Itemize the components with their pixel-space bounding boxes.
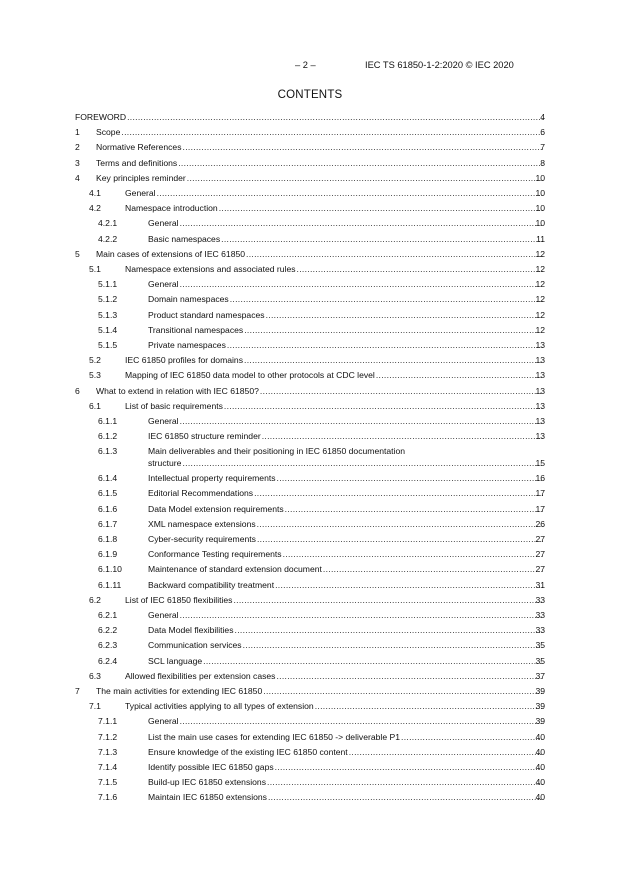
toc-entry-number: 5	[75, 248, 80, 259]
toc-entry-number: 5.1.4	[98, 324, 118, 335]
dot-leader	[254, 488, 543, 498]
dot-leader	[260, 386, 543, 396]
toc-entry[interactable]	[0, 640, 620, 653]
dot-leader	[157, 188, 543, 198]
dot-leader	[180, 218, 543, 228]
toc-entry-number: 4.2	[89, 203, 101, 214]
toc-entry-page: 27	[535, 564, 545, 575]
toc-entry-label: IEC 61850 structure reminder	[148, 431, 261, 442]
dot-leader	[221, 234, 543, 244]
page-number: – 2 –	[295, 60, 316, 70]
dot-leader	[349, 747, 543, 757]
toc-entry-number: 6.2.2	[98, 625, 118, 636]
toc-entry-label: SCL language	[148, 655, 203, 666]
toc-entry[interactable]	[0, 625, 620, 638]
toc-entry-number: 6.1.11	[98, 579, 122, 590]
toc-entry-page: 31	[535, 579, 545, 590]
toc-entry-page: 39	[535, 701, 545, 712]
toc-entry-page: 8	[540, 157, 545, 168]
toc-entry[interactable]	[0, 792, 620, 805]
dot-leader	[246, 249, 543, 259]
toc-entry-label: Scope	[96, 127, 121, 138]
toc-entry[interactable]	[0, 294, 620, 307]
toc-entry-page: 12	[535, 248, 545, 259]
toc-entry[interactable]	[0, 112, 620, 125]
toc-entry-number: 5.1	[89, 264, 101, 274]
toc-entry[interactable]	[0, 580, 620, 593]
toc-entry[interactable]	[0, 416, 620, 429]
toc-entry-label: Conformance Testing requirements	[148, 549, 282, 560]
toc-entry-label: Key principles reminder	[96, 172, 186, 183]
toc-entry-label: Namespace extensions and associated rules	[125, 264, 296, 274]
toc-entry[interactable]	[0, 386, 620, 399]
toc-entry-page: 10	[535, 188, 545, 198]
toc-entry[interactable]	[0, 488, 620, 501]
dot-leader	[244, 355, 543, 365]
toc-entry-number: 4.2.1	[98, 218, 118, 229]
toc-entry-page: 12	[535, 279, 545, 290]
dot-leader	[262, 431, 543, 441]
toc-entry-number: 6	[75, 385, 80, 396]
toc-entry[interactable]	[0, 534, 620, 547]
toc-entry-label: What to extend in relation with IEC 61850?	[96, 385, 259, 396]
dot-leader	[275, 580, 543, 590]
toc-entry-label: Intellectual property requirements	[148, 473, 276, 484]
toc-entry-page: 40	[535, 792, 545, 803]
toc-entry[interactable]	[0, 549, 620, 562]
toc-entry[interactable]	[0, 127, 620, 140]
toc-entry[interactable]	[0, 234, 620, 247]
toc-entry-number: 6.1.9	[98, 549, 118, 560]
dot-leader	[283, 549, 543, 559]
dot-leader	[266, 310, 543, 320]
toc-entry[interactable]	[0, 610, 620, 623]
toc-entry[interactable]	[0, 158, 620, 171]
toc-entry[interactable]	[0, 686, 620, 699]
toc-entry[interactable]	[0, 564, 620, 577]
toc-entry-page: 7	[540, 142, 545, 153]
toc-entry-number: 7.1.2	[98, 731, 118, 742]
toc-entry-label: Ensure knowledge of the existing IEC 61850 content	[148, 746, 348, 757]
toc-entry-number: 5.1.5	[98, 340, 118, 350]
toc-entry-label: Transitional namespaces	[148, 324, 244, 335]
toc-entry-number: 6.1	[89, 400, 101, 411]
toc-entry[interactable]	[0, 732, 620, 745]
toc-entry[interactable]	[0, 142, 620, 155]
toc-entry-label: Communication services	[148, 640, 242, 651]
toc-entry-number: 1	[75, 127, 80, 138]
toc-entry-page: 40	[535, 746, 545, 757]
toc-entry-page: 12	[535, 324, 545, 335]
dot-leader	[401, 732, 543, 742]
toc-entry[interactable]	[0, 671, 620, 684]
dot-leader	[233, 595, 543, 605]
toc-entry-page: 12	[535, 309, 545, 320]
toc-entry-number: 5.2	[89, 355, 101, 366]
toc-entry-number: 6.1.7	[98, 518, 118, 529]
toc-entry-number: 6.1.3	[98, 446, 118, 457]
toc-entry[interactable]	[0, 595, 620, 608]
toc-entry-number: 6.2	[89, 594, 101, 605]
toc-entry-page: 15	[535, 457, 545, 468]
toc-entry-page: 39	[535, 685, 545, 696]
toc-entry[interactable]	[0, 504, 620, 517]
dot-leader	[183, 142, 544, 152]
toc-entry-page: 6	[540, 127, 545, 138]
page-title: CONTENTS	[277, 89, 343, 101]
toc-entry-label: General	[148, 279, 179, 290]
dot-leader	[268, 792, 543, 802]
toc-entry-page: 13	[535, 416, 545, 426]
toc-entry-label: Data Model extension requirements	[148, 503, 284, 514]
dot-leader	[121, 127, 543, 137]
toc-entry-number: 5.1.1	[98, 279, 118, 290]
toc-entry-page: 33	[535, 625, 545, 636]
toc-entry-number: 5.1.3	[98, 309, 118, 320]
toc-entry[interactable]	[0, 370, 620, 383]
toc-entry-page: 11	[536, 233, 545, 244]
toc-entry[interactable]	[0, 279, 620, 292]
toc-entry-page: 37	[535, 670, 545, 681]
toc-entry-page: 13	[535, 385, 545, 396]
dot-leader	[227, 340, 543, 350]
toc-entry-label: Cyber-security requirements	[148, 533, 256, 544]
toc-entry-label: Identify possible IEC 61850 gaps	[148, 761, 274, 772]
toc-entry-label: Allowed flexibilities per extension cases	[125, 670, 276, 681]
toc-entry-page: 4	[540, 112, 545, 122]
toc-entry-page: 10	[535, 203, 545, 214]
toc-entry[interactable]	[0, 203, 620, 216]
toc-entry-page: 10	[535, 172, 545, 183]
toc-entry-continuation[interactable]	[0, 458, 620, 471]
toc-entry-number: 6.1.6	[98, 503, 118, 514]
dot-leader	[315, 701, 543, 711]
toc-entry-label: FOREWORD	[75, 112, 127, 122]
toc-entry[interactable]	[0, 473, 620, 486]
toc-entry-page: 35	[535, 640, 545, 651]
dot-leader	[127, 112, 543, 122]
dot-leader	[180, 279, 543, 289]
toc-entry-label: Terms and definitions	[96, 157, 178, 168]
toc-entry-label: General	[148, 716, 179, 727]
toc-entry-label: List of IEC 61850 flexibilities	[125, 594, 233, 605]
toc-entry-number: 4.2.2	[98, 233, 118, 244]
toc-entry-label: Mapping of IEC 61850 data model to other protocols at CDC level	[125, 370, 375, 381]
toc-entry-number: 6.1.1	[98, 416, 118, 426]
dot-leader	[243, 640, 543, 650]
toc-entry-label: Private namespaces	[148, 340, 226, 350]
toc-entry-label: IEC 61850 profiles for domains	[125, 355, 243, 366]
toc-entry-page: 26	[535, 518, 545, 529]
dot-leader	[187, 173, 543, 183]
toc-entry-page: 13	[535, 340, 545, 350]
toc-entry-label: Main deliverables and their positioning in IEC 61850 documentation	[148, 446, 406, 457]
toc-entry[interactable]	[0, 355, 620, 368]
toc-entry-page: 13	[535, 370, 545, 381]
toc-entry-label: List of basic requirements	[125, 400, 223, 411]
dot-leader	[267, 777, 543, 787]
dot-leader	[285, 504, 543, 514]
toc-entry-page: 13	[535, 400, 545, 411]
toc-entry-label: General	[148, 218, 179, 229]
toc-entry-number: 5.3	[89, 370, 101, 381]
toc-entry[interactable]	[0, 762, 620, 775]
toc-entry[interactable]	[0, 656, 620, 669]
toc-entry-page: 17	[535, 503, 545, 514]
toc-entry-page: 40	[535, 761, 545, 772]
toc-entry-number: 4	[75, 172, 80, 183]
toc-entry-number: 6.2.1	[98, 609, 118, 620]
toc-entry[interactable]	[0, 249, 620, 262]
toc-entry-label: Normative References	[96, 142, 182, 153]
toc-entry-label: Main cases of extensions of IEC 61850	[96, 248, 246, 259]
toc-entry-label: Maintenance of standard extension document	[148, 564, 322, 575]
toc-entry-number: 2	[75, 142, 80, 153]
toc-entry-page: 27	[535, 533, 545, 544]
toc-entry-number: 7	[75, 685, 80, 696]
dot-leader	[219, 203, 543, 213]
dot-leader	[376, 370, 543, 380]
toc-entry-page: 35	[535, 655, 545, 666]
toc-entry-number: 6.1.8	[98, 533, 118, 544]
toc-entry-page: 16	[535, 473, 545, 484]
toc-entry-label: Typical activities applying to all types of extension	[125, 701, 314, 712]
toc-entry-page: 27	[535, 549, 545, 560]
toc-entry[interactable]	[0, 340, 620, 353]
dot-leader	[297, 264, 543, 274]
toc-entry-page: 13	[535, 355, 545, 366]
dot-leader	[276, 671, 543, 681]
toc-entry-page: 33	[535, 594, 545, 605]
dot-leader	[178, 158, 543, 168]
toc-entry-number: 7.1	[89, 701, 101, 712]
toc-entry-label: Backward compatibility treatment	[148, 579, 275, 590]
toc-entry-label: Maintain IEC 61850 extensions	[148, 792, 267, 803]
toc-entry-label: Data Model flexibilities	[148, 625, 234, 636]
toc-entry-label: Build-up IEC 61850 extensions	[148, 777, 267, 788]
toc-entry-label: XML namespace extensions	[148, 518, 256, 529]
dot-leader	[203, 656, 543, 666]
dot-leader	[180, 716, 543, 726]
dot-leader	[230, 294, 543, 304]
toc-entry-number: 6.2.4	[98, 655, 118, 666]
dot-leader	[235, 625, 544, 635]
toc-entry-page: 40	[535, 777, 545, 788]
toc-entry-page: 12	[535, 264, 545, 274]
toc-entry-page: 17	[535, 488, 545, 499]
toc-entry-label: General	[148, 416, 179, 426]
toc-entry-page: 13	[535, 431, 545, 442]
toc-entry-label: Product standard namespaces	[148, 309, 265, 320]
toc-entry-number: 7.1.4	[98, 761, 118, 772]
dot-leader	[257, 519, 543, 529]
toc-entry-number: 6.1.5	[98, 488, 118, 499]
dot-leader	[244, 325, 543, 335]
toc-entry-page: 10	[535, 218, 545, 229]
document-identifier: IEC TS 61850-1-2:2020 © IEC 2020	[365, 60, 514, 70]
toc-entry-number: 3	[75, 157, 80, 168]
toc-entry[interactable]	[0, 701, 620, 714]
toc-entry-label: The main activities for extending IEC 61850	[96, 685, 263, 696]
dot-leader	[323, 564, 543, 574]
toc-entry[interactable]	[0, 777, 620, 790]
toc-entry-label-continued: structure	[148, 457, 182, 468]
toc-entry-label: Domain namespaces	[148, 294, 229, 305]
table-of-contents	[0, 112, 620, 822]
toc-entry[interactable]	[0, 218, 620, 231]
toc-entry-label: Editorial Recommendations	[148, 488, 254, 499]
toc-entry-label: Namespace introduction	[125, 203, 218, 214]
toc-entry-number: 6.2.3	[98, 640, 118, 651]
toc-entry-number: 6.1.10	[98, 564, 122, 575]
dot-leader	[180, 416, 543, 426]
toc-entry-number: 4.1	[89, 188, 101, 198]
toc-entry[interactable]	[0, 747, 620, 760]
page-header	[0, 60, 620, 74]
toc-entry-label: General	[125, 188, 156, 198]
toc-entry[interactable]	[0, 188, 620, 201]
toc-entry-page: 12	[535, 294, 545, 305]
toc-entry[interactable]	[0, 325, 620, 338]
toc-entry-label: Basic namespaces	[148, 233, 221, 244]
toc-entry[interactable]	[0, 519, 620, 532]
toc-entry-number: 7.1.1	[98, 716, 118, 727]
dot-leader	[277, 473, 543, 483]
dot-leader	[275, 762, 543, 772]
toc-entry-number: 7.1.6	[98, 792, 118, 803]
toc-entry-number: 7.1.3	[98, 746, 118, 757]
toc-entry[interactable]	[0, 716, 620, 729]
toc-entry[interactable]	[0, 401, 620, 414]
dot-leader	[224, 401, 543, 411]
toc-entry-number: 6.1.2	[98, 431, 118, 442]
toc-entry-page: 39	[535, 716, 545, 727]
toc-entry-label: List the main use cases for extending IEC 61850 -> deliverable P1	[148, 731, 400, 742]
toc-entry-number: 7.1.5	[98, 777, 118, 788]
toc-entry[interactable]	[0, 431, 620, 444]
dot-leader	[257, 534, 543, 544]
dot-leader	[180, 610, 543, 620]
toc-entry-number: 6.3	[89, 670, 101, 681]
toc-entry-label: General	[148, 609, 179, 620]
toc-entry-page: 33	[535, 609, 545, 620]
toc-entry-number: 5.1.2	[98, 294, 118, 305]
toc-entry[interactable]	[0, 173, 620, 186]
dot-leader	[182, 458, 543, 468]
toc-entry[interactable]	[0, 310, 620, 323]
dot-leader	[263, 686, 543, 696]
toc-entry-page: 40	[535, 731, 545, 742]
toc-entry-number: 6.1.4	[98, 473, 118, 484]
toc-entry[interactable]	[0, 264, 620, 277]
